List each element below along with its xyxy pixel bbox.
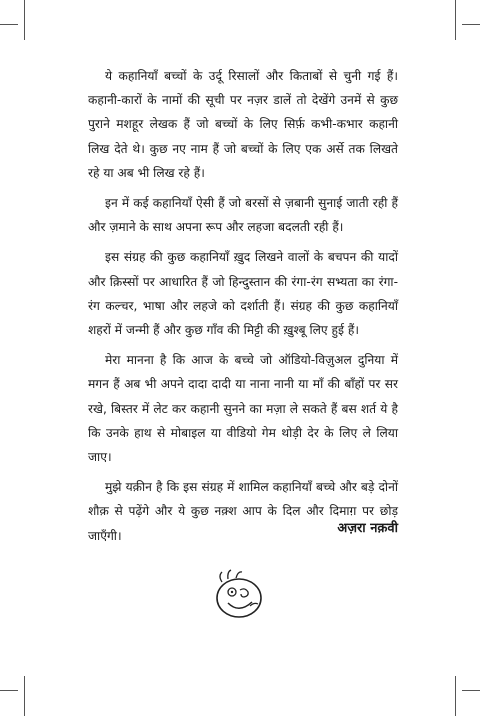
crop-mark-top-left-h (0, 24, 18, 25)
crop-mark-bottom-right-h (462, 690, 480, 691)
paragraph-3: इस संग्रह की कुछ कहानियाँ ख़ुद लिखने वालों के बचपन की यादों और क़िस्सों पर आधारित हैं जो हिन्दुस्तान की रंगा-रंग सभ्यता का रंगा-रंग कल्चर, भाषा और लहजे को दर्शाती हैं। संग्रह की कुछ कहानियाँ शहरों में जन्मी हैं और कुछ गाँव की मिट्टी की ख़ुश्बू लिए हुई हैं। (88, 250, 398, 338)
crop-mark-top-right (455, 0, 456, 40)
author-signature: अज़रा नक़वी (337, 521, 398, 536)
crop-mark-top-right-h (462, 24, 480, 25)
crop-mark-top-left (24, 0, 25, 40)
crop-mark-bottom-left-h (0, 690, 18, 691)
paragraph-2: इन में कई कहानियाँ ऐसी हैं जो बरसों से ज़बानी सुनाई जाती रही हैं और ज़माने के साथ अपना रूप और लहजा बदलती रही हैं। (88, 196, 398, 235)
crop-mark-bottom-left (24, 676, 25, 716)
smiling-face-doodle-icon (208, 568, 270, 622)
paragraph-5: मुझे यक़ीन है कि इस संग्रह में शामिल कहानियाँ बच्चे और बड़े दोनों शौक़ से पढ़ेंगे और ये कुछ नक़्श आप के दिल और दिमाग़ पर छोड़ जाएँगी। (88, 480, 398, 543)
crop-mark-bottom-right (455, 676, 456, 716)
preface-text (88, 64, 398, 554)
paragraph-4: मेरा मानना है कि आज के बच्चे जो ऑडियो-विज़ुअल दुनिया में मगन हैं अब भी अपने दादा दादी या नाना नानी या माँ की बाँहों पर सर रखे, बिस्तर में लेट कर कहानी सुनने का मज़ा ले सकते हैं बस शर्त ये है कि उनके हाथ से मोबाइल या वीडियो गेम थोड़ी देर के लिए ले लिया जाए। (88, 353, 398, 465)
paragraph-1: ये कहानियाँ बच्चों के उर्दू रिसालों और किताबों से चुनी गई हैं। कहानी-कारों के नामों की सूची पर नज़र डालें तो देखेंगे उनमें से कुछ पुराने मशहूर लेखक हैं जो बच्चों के लिए सिर्फ़ कभी-कभार कहानी लिख देते थे। कुछ नए नाम हैं जो बच्चों के लिए एक अर्से तक लिखते रहे या अब भी लिख रहे हैं। (88, 69, 398, 180)
